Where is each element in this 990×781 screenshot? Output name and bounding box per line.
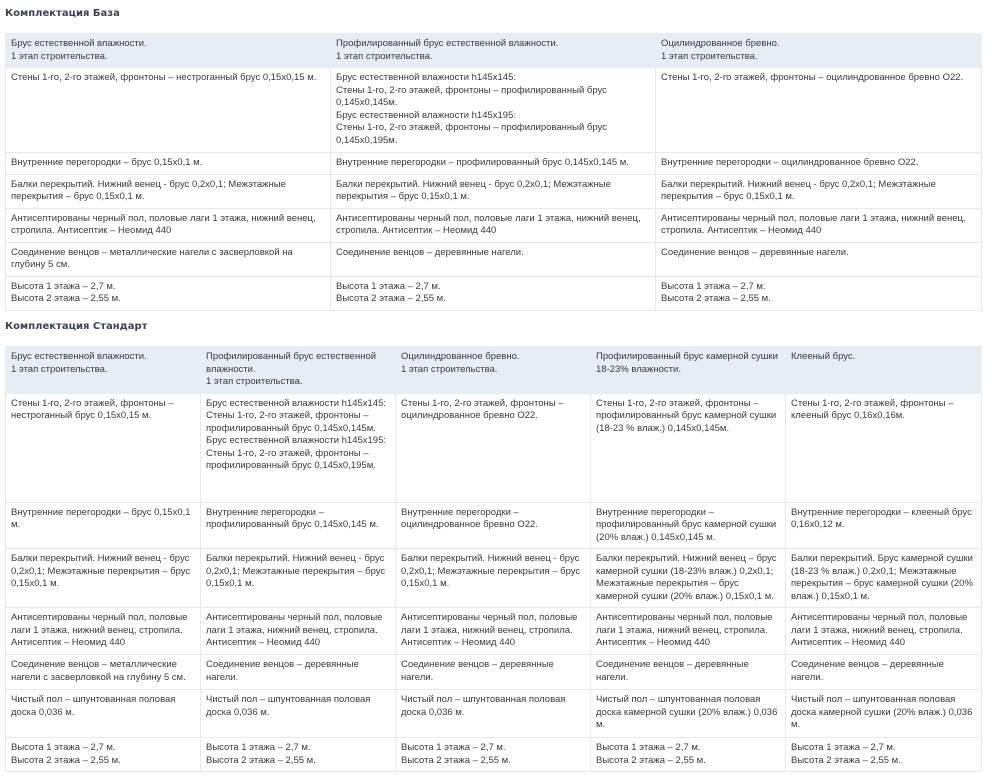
table-cell: Соединение венцов – деревянные нагели. [656,242,982,276]
table-cell: Антисептированы черный пол, половые лаги 1 этажа, нижний венец, стропила. Антисептик – Неомид 440 [591,608,786,655]
table-cell: Соединение венцов – деревянные нагели. [331,242,656,276]
table-cell: Балки перекрытий. Нижний венец - брус 0,2х0,1; Межэтажные перекрытия – брус 0,15х0,1 м. [656,174,982,208]
table-cell: Чистый пол – шпунтованная половая доска камерной сушки (20% влаж.) 0,036 м. [591,690,786,738]
table-cell: Антисептированы черный пол, половые лаги 1 этажа, нижний венец, стропила. Антисептик – Неомид 440 [656,208,982,242]
table-row [6,208,982,242]
table-cell: Высота 1 этажа – 2,7 м. Высота 2 этажа – 2,55 м. [201,738,396,772]
table-cell: Антисептированы черный пол, половые лаги 1 этажа, нижний венец, стропила. Антисептик – Неомид 440 [6,608,201,655]
table-cell: Высота 1 этажа – 2,7 м. Высота 2 этажа – 2,55 м. [591,738,786,772]
table-row [6,738,982,772]
header-cell: Профилированный брус камерной сушки 18-23% влажности. [591,347,786,394]
table-cell: Балки перекрытий. Нижний венец - брус 0,2х0,1; Межэтажные перекрытия – брус 0,15х0,1 м. [396,549,591,608]
header-cell: Клееный брус. [786,347,982,394]
table-cell: Чистый пол – шпунтованная половая доска камерной сушки (20% влаж.) 0,036 м. [786,690,982,738]
header-cell: Профилированный брус естественной влажности. 1 этап строительства. [331,34,656,68]
table-cell: Соединение венцов – деревянные нагели. [396,655,591,690]
table-cell: Соединение венцов – деревянные нагели. [786,655,982,690]
table-cell: Внутренние перегородки – клееный брус 0,16х0,12 м. [786,502,982,549]
table-cell: Соединение венцов – деревянные нагели. [201,655,396,690]
table-row [6,276,982,310]
table-cell: Внутренние перегородки – брус 0,15х0,1 м. [6,153,331,175]
table-cell: Стены 1-го, 2-го этажей, фронтоны – оцилиндрованное бревно O22. [656,68,982,153]
table-cell: Внутренние перегородки – профилированный брус 0,145х0,145 м. [331,153,656,175]
table-header-row [6,347,982,394]
table-cell: Внутренние перегородки – профилированный брус 0,145х0,145 м. [201,502,396,549]
header-cell: Оцилиндрованное бревно. 1 этап строительства. [656,34,982,68]
table-row [6,502,982,549]
table-row [6,242,982,276]
header-cell: Оцилиндрованное бревно. 1 этап строительства. [396,347,591,394]
table-row [6,153,982,175]
table-cell: Стены 1-го, 2-го этажей, фронтоны – клееный брус 0,16х0,16м. [786,393,982,502]
table-header-row [6,34,982,68]
table-base [5,33,982,311]
table-cell: Антисептированы черный пол, половые лаги 1 этажа, нижний венец, стропила. Антисептик – Неомид 440 [201,608,396,655]
header-cell: Брус естественной влажности. 1 этап строительства. [6,34,331,68]
header-cell: Брус естественной влажности. 1 этап строительства. [6,347,201,394]
section-title-standard: Комплектация Стандарт [5,321,148,332]
table-cell: Внутренние перегородки – профилированный брус камерной сушки (20% влаж.) 0,145х0,145 м. [591,502,786,549]
table-cell: Чистый пол – шпунтованная половая доска 0,036 м. [201,690,396,738]
table-row [6,608,982,655]
table-cell: Высота 1 этажа – 2,7 м. Высота 2 этажа – 2,55 м. [6,738,201,772]
table-cell: Высота 1 этажа – 2,7 м. Высота 2 этажа – 2,55 м. [786,738,982,772]
table-cell: Соединение венцов – металлические нагели с засверловкой на глубину 5 см. [6,655,201,690]
table-cell: Соединение венцов – деревянные нагели. [591,655,786,690]
table-cell: Брус естественной влажности h145х145: Стены 1-го, 2-го этажей, фронтоны – профилированный брус 0,145х0,145м. Брус естественной влажности h145х195: Стены 1-го, 2-го этажей, фронтоны – профилированный брус 0,145х0,195м. [201,393,396,502]
table-cell: Антисептированы черный пол, половые лаги 1 этажа, нижний венец, стропила. Антисептик – Неомид 440 [396,608,591,655]
table-cell: Балки перекрытий. Брус камерной сушки (18-23 % влаж.) 0,2х0,1; Межэтажные перекрытия – брус камерной сушки (20% влаж.) 0,15х0,1 м. [786,549,982,608]
table-cell: Антисептированы черный пол, половые лаги 1 этажа, нижний венец, стропила. Антисептик – Неомид 440 [786,608,982,655]
table-row [6,690,982,738]
table-cell: Соединение венцов – металлические нагели с засверловкой на глубину 5 см. [6,242,331,276]
section-title-base: Комплектация База [5,8,120,19]
table-cell: Чистый пол – шпунтованная половая доска 0,036 м. [396,690,591,738]
table-cell: Высота 1 этажа – 2,7 м. Высота 2 этажа – 2,55 м. [656,276,982,310]
table-row [6,174,982,208]
table-cell: Стены 1-го, 2-го этажей, фронтоны – оцилиндрованное бревно O22. [396,393,591,502]
table-cell: Чистый пол – шпунтованная половая доска 0,036 м. [6,690,201,738]
table-cell: Брус естественной влажности h145х145: Стены 1-го, 2-го этажей, фронтоны – профилированный брус 0,145х0,145м. Брус естественной влажности h145х195: Стены 1-го, 2-го этажей, фронтоны – профилированный брус 0,145х0,195м. [331,68,656,153]
table-cell: Антисептированы черный пол, половые лаги 1 этажа, нижний венец, стропила. Антисептик – Неомид 440 [331,208,656,242]
table-cell: Балки перекрытий. Нижний венец - брус 0,2х0,1; Межэтажные перекрытия – брус 0,15х0,1 м. [6,549,201,608]
table-row [6,68,982,153]
table-cell: Антисептированы черный пол, половые лаги 1 этажа, нижний венец, стропила. Антисептик – Неомид 440 [6,208,331,242]
header-cell: Профилированный брус естественной влажности. 1 этап строительства. [201,347,396,394]
table-cell: Внутренние перегородки – оцилиндрованное бревно O22. [396,502,591,549]
table-cell: Высота 1 этажа – 2,7 м. Высота 2 этажа – 2,55 м. [331,276,656,310]
table-row [6,549,982,608]
table-cell: Внутренние перегородки – оцилиндрованное бревно O22. [656,153,982,175]
table-cell: Балки перекрытий. Нижний венец - брус 0,2х0,1; Межэтажные перекрытия – брус 0,15х0,1 м. [331,174,656,208]
table-cell: Стены 1-го, 2-го этажей, фронтоны – нестроганный брус 0,15х0,15 м. [6,393,201,502]
table-cell: Внутренние перегородки – брус 0,15х0,1 м. [6,502,201,549]
table-cell: Высота 1 этажа – 2,7 м. Высота 2 этажа – 2,55 м. [396,738,591,772]
table-cell: Балки перекрытий. Нижний венец - брус 0,2х0,1; Межэтажные перекрытия – брус 0,15х0,1 м. [201,549,396,608]
table-cell: Балки перекрытий. Нижний венец - брус 0,2х0,1; Межэтажные перекрытия – брус 0,15х0,1 м. [6,174,331,208]
table-row [6,655,982,690]
table-cell: Высота 1 этажа – 2,7 м. Высота 2 этажа – 2,55 м. [6,276,331,310]
table-cell: Стены 1-го, 2-го этажей, фронтоны – нестроганный брус 0,15х0,15 м. [6,68,331,153]
table-cell: Балки перекрытий. Нижний венец – брус камерной сушки (18-23% влаж.) 0,2х0,1; Межэтажные перекрытия – брус камерной сушки (20% влаж.) 0,15х0,1 м. [591,549,786,608]
table-cell: Стены 1-го, 2-го этажей, фронтоны – профилированный брус камерной сушки (18-23 % влаж.) 0,145х0,145м. [591,393,786,502]
table-standard [5,346,982,772]
table-row [6,393,982,502]
